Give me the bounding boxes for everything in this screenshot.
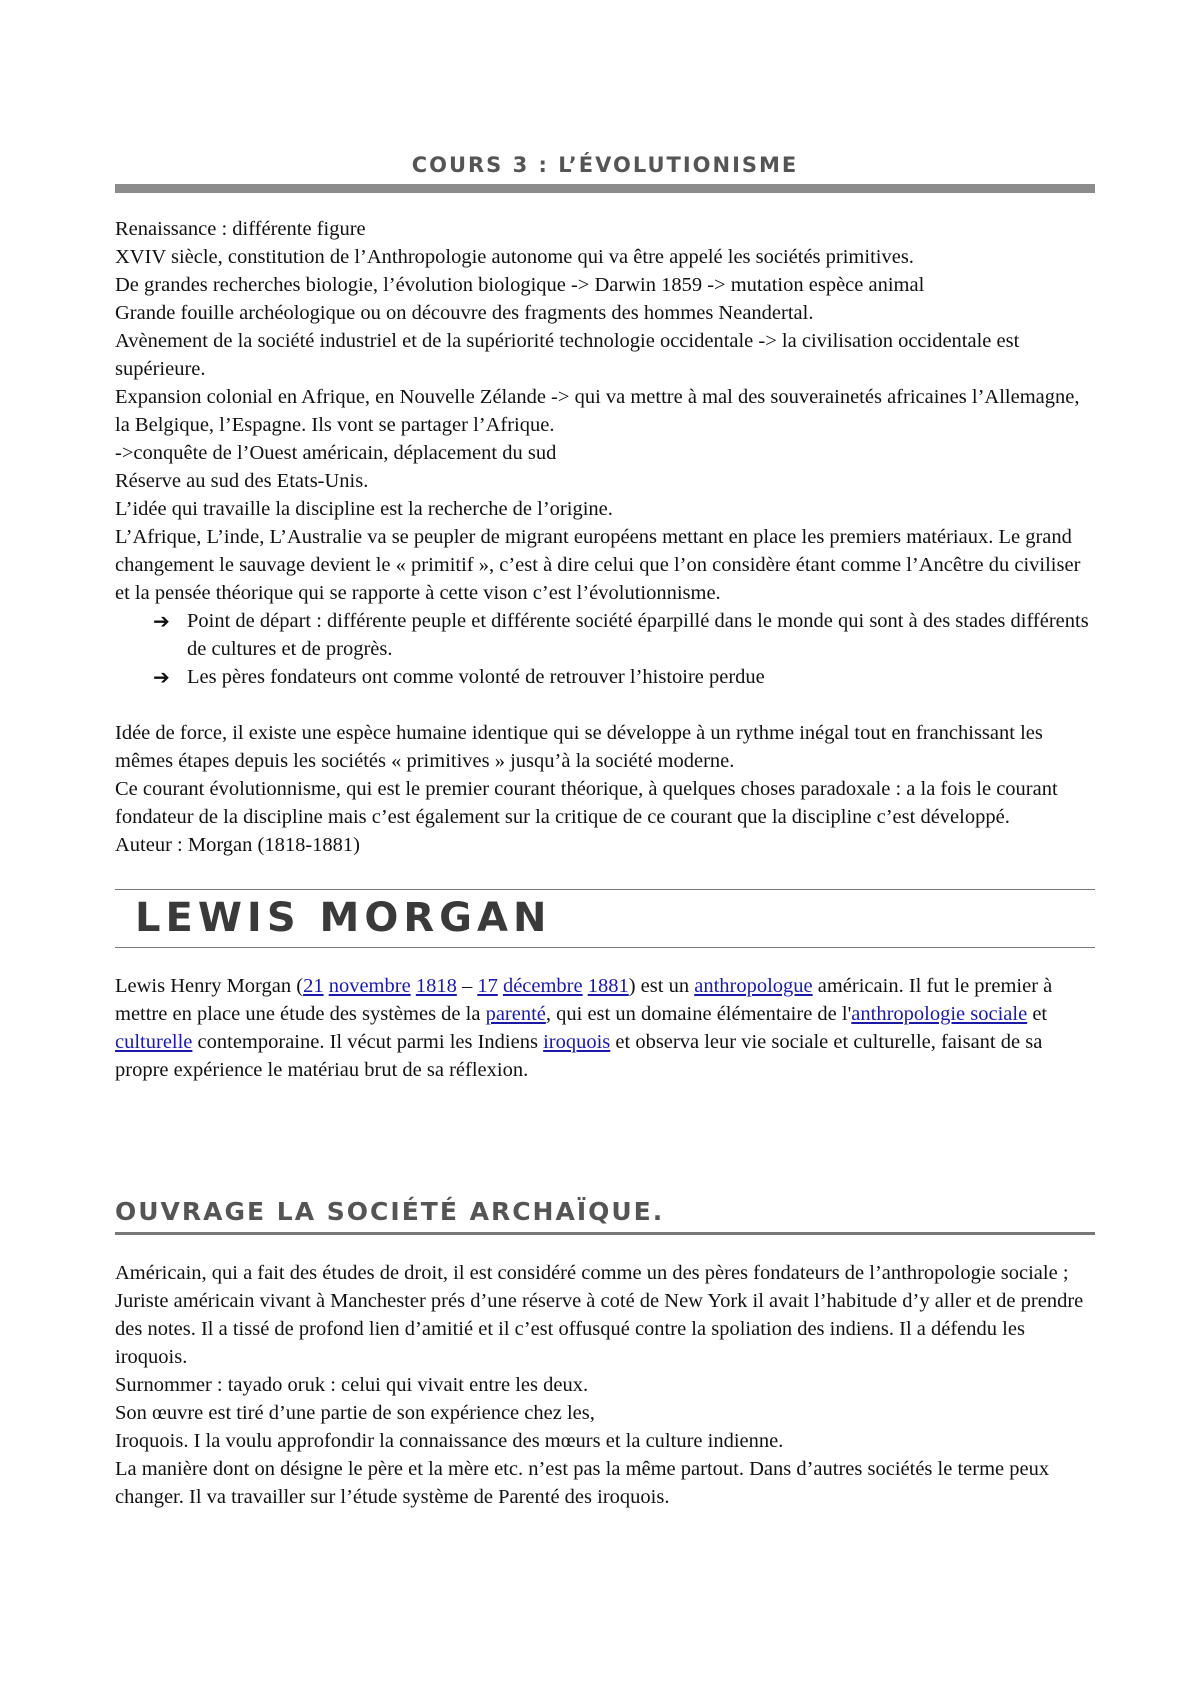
intro-line: Expansion colonial en Afrique, en Nouvelle Zélande -> qui va mettre à mal des souverainetés africaines l’Allemagne, la Belgique, l’Espagne. Ils vont se partager l’Afrique. [115, 386, 1080, 436]
paragraph-line: Ce courant évolutionnisme, qui est le premier courant théorique, à quelques choses paradoxale : a la fois le courant fondateur de la discipline mais c’est également sur la critique de ce courant que la discipline c’est développé. [115, 778, 1058, 828]
right-arrow-icon: ➔ [153, 665, 170, 689]
link-culturelle[interactable]: culturelle [115, 1031, 193, 1053]
spacer [115, 691, 1095, 719]
intro-line: XVIV siècle, constitution de l’Anthropologie autonome qui va être appelé les sociétés primitives. [115, 246, 914, 268]
bullet-text: Point de départ : différente peuple et différente société éparpillé dans le monde qui sont à des stades différents de cultures et de progrès. [187, 610, 1089, 660]
intro-line: Renaissance : différente figure [115, 218, 366, 240]
ouvrage-section [115, 1259, 1095, 1511]
intro-line: Réserve au sud des Etats-Unis. [115, 470, 369, 492]
link-21[interactable]: 21 [303, 975, 324, 997]
intro-line: ->conquête de l’Ouest américain, déplacement du sud [115, 442, 557, 464]
intro-line: L’Afrique, L’inde, L’Australie va se peupler de migrant européens mettant en place les premiers matériaux. Le grand changement le sauvage devient le « primitif », c’est à dire celui que l’on considère étant comme l’Ancêtre du civiliser et la pensée théorique qui se rapporte à cette vison c’est l’évolutionnisme. [115, 526, 1081, 604]
link-decembre[interactable]: décembre [502, 975, 583, 997]
link-novembre[interactable]: novembre [328, 975, 411, 997]
link-parente[interactable]: parenté [485, 1003, 546, 1025]
ouvrage-line: Iroquois. I la voulu approfondir la connaissance des mœurs et la culture indienne. [115, 1430, 784, 1452]
paragraph-line: Idée de force, il existe une espèce humaine identique qui se développe à un rythme inégal tout en franchissant les mêmes étapes depuis les sociétés « primitives » jusqu’à la société moderne. [115, 722, 1043, 772]
morgan-section [115, 972, 1095, 1084]
bullet-list [115, 607, 1095, 691]
ouvrage-line: La manière dont on désigne le père et la mère etc. n’est pas la même partout. Dans d’autres sociétés le terme peux changer. Il va travailler sur l’étude système de Parenté des iroquois. [115, 1458, 1050, 1508]
link-iroquois[interactable]: iroquois [543, 1031, 611, 1053]
bullet-text: Les pères fondateurs ont comme volonté de retrouver l’histoire perdue [187, 666, 765, 688]
heading-text: LEWIS MORGAN [135, 895, 552, 941]
text-run: américain. Il fut le premier à mettre en place une étude des systèmes de la [115, 975, 1053, 1025]
heading-text: OUVRAGE LA SOCIÉTÉ ARCHAÏQUE. [115, 1197, 665, 1226]
link-anthropologue[interactable]: anthropologue [694, 975, 813, 997]
document-title: COURS 3 : L’ÉVOLUTIONISME [411, 153, 799, 177]
right-arrow-icon: ➔ [153, 609, 170, 633]
bullet-item [115, 663, 1095, 691]
lewis-morgan-heading [115, 889, 1095, 948]
link-17[interactable]: 17 [477, 975, 498, 997]
ouvrage-heading [115, 1196, 1095, 1235]
intro-line: L’idée qui travaille la discipline est la recherche de l’origine. [115, 498, 613, 520]
document-page [115, 150, 1095, 1511]
link-1881[interactable]: 1881 [587, 975, 629, 997]
title-rule [115, 184, 1095, 193]
text-run: Lewis Henry Morgan ( [115, 975, 304, 997]
intro-line: Avènement de la société industriel et de la supériorité technologie occidentale -> la civilisation occidentale est supérieure. [115, 330, 1020, 380]
text-run: et [1027, 1003, 1048, 1025]
link-anthropologie-sociale[interactable]: anthropologie sociale [851, 1003, 1028, 1025]
intro-line: Grande fouille archéologique ou on découvre des fragments des hommes Neandertal. [115, 302, 814, 324]
bullet-item [115, 607, 1095, 663]
text-run: , qui est un domaine élémentaire de l' [545, 1003, 852, 1025]
ouvrage-line: Son œuvre est tiré d’une partie de son expérience chez les, [115, 1402, 595, 1424]
text-run: contemporaine. Il vécut parmi les Indiens [192, 1031, 544, 1053]
ouvrage-line: Surnommer : tayado oruk : celui qui vivait entre les deux. [115, 1374, 589, 1396]
text-run: – [456, 975, 478, 997]
morgan-paragraph [115, 972, 1095, 1084]
link-1818[interactable]: 1818 [415, 975, 457, 997]
text-run: ) est un [628, 975, 695, 997]
ouvrage-line: Américain, qui a fait des études de droit, il est considéré comme un des pères fondateurs de l’anthropologie sociale ; Juriste américain vivant à Manchester prés d’une réserve à coté de New York il avait l’habitude d’y aller et de prendre des notes. Il a tissé de profond lien d’amitié et il c’est offusqué contre la spoliation des indiens. Il a défendu les iroquois. [115, 1262, 1084, 1368]
intro-line: De grandes recherches biologie, l’évolution biologique -> Darwin 1859 -> mutation espèce animal [115, 274, 925, 296]
paragraph-line: Auteur : Morgan (1818-1881) [115, 834, 361, 856]
text-run: et observa leur vie sociale et culturelle, faisant de sa propre expérience le matériau brut de sa réflexion. [115, 1031, 1043, 1081]
intro-section [115, 215, 1095, 859]
